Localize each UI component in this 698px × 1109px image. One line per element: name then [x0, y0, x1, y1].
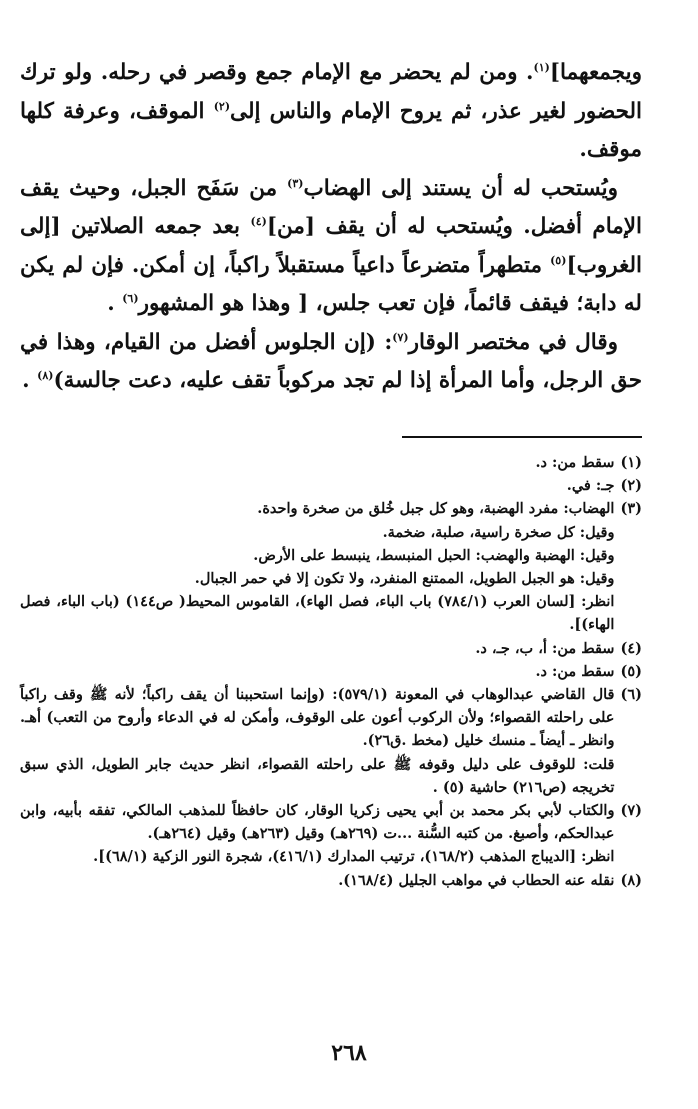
footnote [20, 637, 642, 660]
footnote-body [20, 637, 614, 660]
footnote-ref: (٤) [250, 214, 267, 228]
footnote-ref: (٦) [122, 291, 139, 305]
footnote-line: وقيل: الهضبة والهضب: الحبل المنبسط، ينبسط على الأرض. [253, 546, 615, 564]
footnote-ref: (٥) [550, 253, 567, 267]
main-text [20, 54, 642, 401]
footnote-body [20, 474, 614, 497]
footnote-line: وقيل: هو الجبل الطويل، الممتنع المنفرد، ولا تكون إلا في حمر الجبال. [194, 570, 615, 588]
footnote-body [20, 451, 614, 474]
footnote-number: (٧) [620, 802, 642, 820]
paragraph [20, 54, 642, 170]
footnote-ref: (٣) [287, 176, 304, 190]
paragraph-text: : (إن الجلوس أفضل من القيام، وهذا في حق الرجل، وأما المرأة إذا لم تجد مركوباً تقف عليه، دعت جالسة) [20, 329, 642, 393]
footnote [20, 683, 642, 799]
footnotes [20, 451, 642, 892]
page-number: ٢٦٨ [331, 1040, 367, 1066]
paragraph [20, 324, 642, 401]
footnote-ref: (٢) [213, 99, 231, 113]
paragraph-text: الموقف، وعرفة كلها موقف. [20, 98, 642, 162]
footnote-line: الهضاب: مفرد الهضبة، وهو كل جبل خُلق من صخرة واحدة. [257, 500, 615, 518]
footnote-line: وقيل: كل صخرة راسية، صلبة، ضخمة. [382, 523, 615, 541]
footnote-line: سقط من: د. [535, 662, 615, 680]
footnote-line: انظر: [الديباج المذهب (١٦٨/٢)، ترتيب المدارك (٤١٦/١)، شجرة النور الزكية (٦٨/١)]. [93, 848, 615, 866]
footnote [20, 869, 642, 892]
footnote-number: (٤) [620, 639, 642, 657]
footnote-ref: (١) [533, 60, 550, 74]
footnote-line: قال القاضي عبدالوهاب في المعونة (٥٧٩/١): (وإنما استحببنا أن يقف راكباً؛ لأنه ﷺ وقف راكباً على راحلته القصواء؛ ولأن الركوب أعون على الوقوف، وأمكن له في الدعاء وأروح من التعب) أهـ. وانظر ـ أيضاً ـ منسك خليل (مخط .ق٢٦). [20, 686, 615, 750]
paragraph-text: ويُستحب له أن يستند إلى الهضاب [303, 175, 618, 201]
footnote-body [20, 683, 614, 799]
paragraph-text: . [107, 291, 123, 316]
footnote-number: (١) [620, 454, 642, 471]
footnote-body [20, 660, 614, 683]
footnote-line: سقط من: د. [535, 454, 615, 471]
footnote-separator [402, 436, 642, 438]
footnote-number: (٨) [620, 871, 642, 889]
footnote [20, 799, 642, 869]
paragraph-text: وقال في مختصر الوقار [408, 329, 618, 355]
footnote-line: والكتاب لأبي بكر محمد بن أبي يحيى زكريا الوقار، كان حافظاً للمذهب المالكي، تفقه بأبيه، وابن عبدالحكم، وأصبغ. من كتبه السُّنة ...ت (٢٦٩هـ) وقيل (٢٦٣هـ) وقيل (٢٦٤هـ). [20, 802, 615, 843]
footnote-number: (٣) [620, 500, 642, 518]
paragraph-text: من سَفَح الجبل، وحيث يقف الإمام أفضل. ويُستحب له أن يقف [من] [20, 175, 643, 239]
footnote-number: (٢) [620, 477, 642, 495]
footnote-number: (٦) [620, 686, 642, 704]
footnote-body [20, 497, 614, 636]
footnote-body [20, 869, 614, 892]
paragraph [20, 170, 642, 324]
paragraph-text: ويجمعهما] [549, 60, 642, 85]
footnote-ref: (٨) [37, 368, 54, 382]
footnote [20, 451, 642, 474]
paragraph-text: . [22, 368, 38, 393]
footnote-number: (٥) [620, 662, 642, 680]
paragraph-text: متطهراً متضرعاً داعياً مستقبلاً راكباً، إن أمكن. فإن لم يكن له دابة؛ فيقف قائماً، فإن تعب جلس، [ وهذا هو المشهور [20, 252, 642, 316]
footnote-ref: (٧) [392, 330, 409, 344]
paragraph-text: . ومن لم يحضر مع الإمام جمع وقصر في رحله. ولو ترك الحضور لغير عذر، ثم يروح الإمام والناس إلى [20, 60, 642, 124]
footnote [20, 497, 642, 636]
footnote [20, 660, 642, 683]
footnote-line: سقط من: أ، ب، جـ، د. [475, 639, 615, 657]
footnote-line: جـ: في. [566, 477, 615, 495]
footnote-body [20, 799, 614, 869]
paragraph-text: بعد جمعه الصلاتين [إلى الغروب] [20, 214, 642, 278]
footnote-line: نقله عنه الحطاب في مواهب الجليل (١٦٨/٤). [338, 871, 615, 889]
footnote-line: قلت: للوقوف على دليل وقوفه ﷺ على راحلته القصواء، انظر حديث جابر الطويل، الذي سبق تخريجه (ص٢١٦) حاشية (٥) . [20, 755, 615, 796]
footnote-line: انظر: [لسان العرب (٧٨٤/١) باب الباء، فصل الهاء)، القاموس المحيط( ص١٤٤) (باب الباء، فصل الهاء)]. [20, 593, 615, 634]
footnote [20, 474, 642, 497]
